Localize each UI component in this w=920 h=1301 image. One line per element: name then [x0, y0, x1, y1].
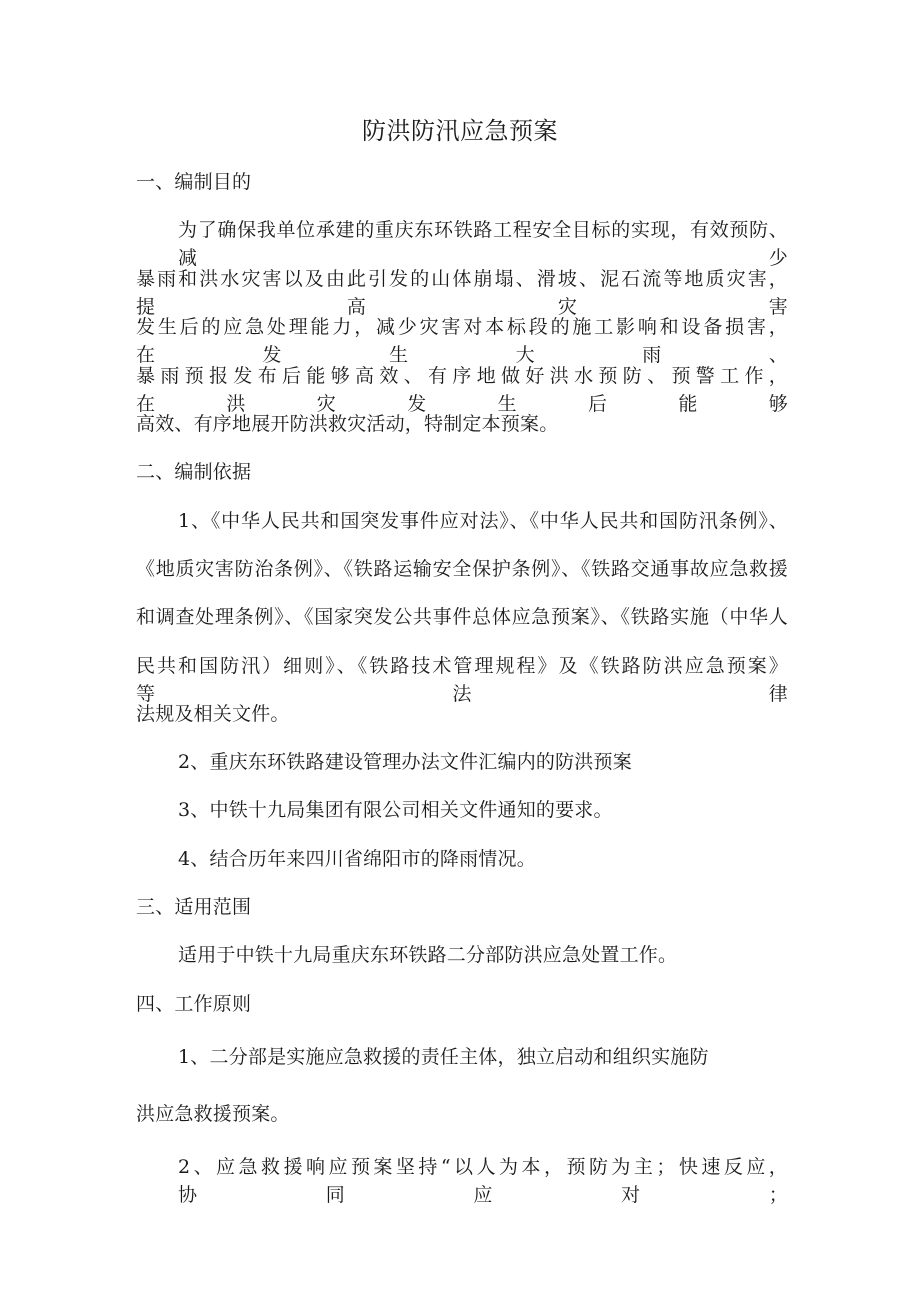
- section-heading-scope: 三、适用范围: [136, 896, 252, 918]
- list-item-line: 1、《中华人民共和国突发事件应对法》、《中华人民共和国防汛条例》、: [178, 510, 788, 532]
- paragraph-line: 发生后的应急处理能力，减少灾害对本标段的施工影响和设备损害，在发生大雨、: [136, 316, 788, 366]
- list-item: 2、重庆东环铁路建设管理办法文件汇编内的防洪预案: [178, 751, 632, 773]
- section-heading-principles: 四、工作原则: [136, 993, 252, 1015]
- list-item-line: 《地质灾害防治条例》、《铁路运输安全保护条例》、《铁路交通事故应急救援: [136, 558, 788, 580]
- paragraph-line: 暴雨和洪水灾害以及由此引发的山体崩塌、滑坡、泥石流等地质灾害，提高灾害: [136, 268, 788, 318]
- section-heading-basis: 二、编制依据: [136, 461, 252, 483]
- section-heading-purpose: 一、编制目的: [136, 171, 252, 193]
- paragraph-line: 为了确保我单位承建的重庆东环铁路工程安全目标的实现，有效预防、减少: [178, 219, 788, 269]
- list-item-line: 民共和国防汛）细则》、《铁路技术管理规程》及《铁路防洪应急预案》等法律: [136, 655, 788, 705]
- paragraph-line: 高效、有序地展开防洪救灾活动，特制定本预案。: [136, 413, 559, 435]
- list-item-line: 法规及相关文件。: [136, 703, 290, 725]
- list-item-line: 1、二分部是实施应急救援的责任主体，独立启动和组织实施防: [178, 1046, 709, 1068]
- list-item-line: 2、应急救援响应预案坚持“以人为本，预防为主；快速反应，协同应对；: [178, 1156, 788, 1206]
- paragraph-line: 适用于中铁十九局重庆东环铁路二分部防洪应急处置工作。: [178, 944, 678, 966]
- list-item: 3、中铁十九局集团有限公司相关文件通知的要求。: [178, 799, 613, 821]
- document-title: 防洪防汛应急预案: [362, 117, 558, 145]
- list-item: 4、结合历年来四川省绵阳市的降雨情况。: [178, 848, 536, 870]
- list-item-line: 和调查处理条例》、《国家突发公共事件总体应急预案》、《铁路实施（中华人: [136, 606, 788, 628]
- paragraph-line: 暴雨预报发布后能够高效、有序地做好洪水预防、预警工作，在洪灾发生后能够: [136, 365, 788, 415]
- list-item-line: 洪应急救援预案。: [136, 1103, 290, 1125]
